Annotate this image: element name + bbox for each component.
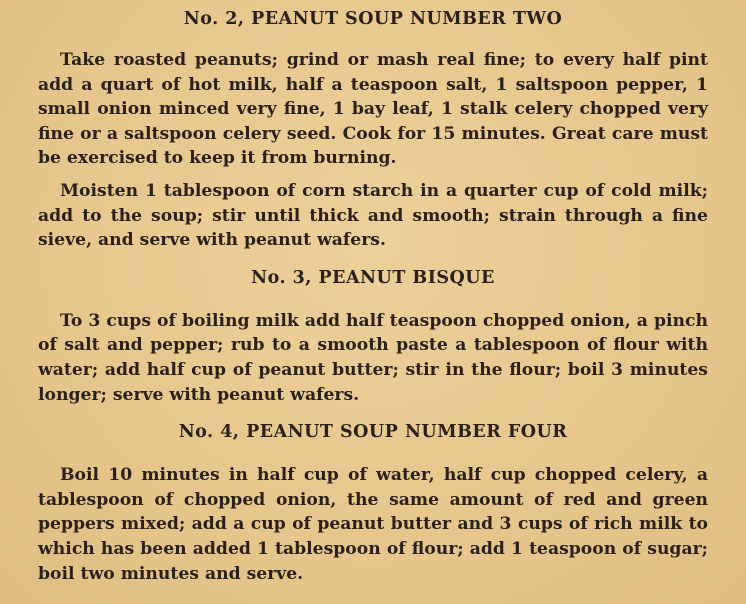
recipe-paragraph: Take roasted peanuts; grind or mash real fine; to every half pint add a quart of hot milk, half a teaspoon salt, 1 saltspoon pepper, 1 small onion minced very fine, 1 bay leaf, 1 stalk celery chopped very fine or a saltspoon celery seed. Cook for 15 minutes. Great care must be exercised to keep it from burning. xyxy=(38,50,708,169)
recipe-title-peanut-soup-two: No. 2, PEANUT SOUP NUMBER TWO xyxy=(183,9,563,29)
recipe-title-peanut-bisque: No. 3, PEANUT BISQUE xyxy=(251,267,495,288)
recipe-paragraph: Boil 10 minutes in half cup of water, half cup chopped celery, a tablespoon of chopped onion, the same amount of red and green peppers mixed; add a cup of peanut butter and 3 cups of rich milk to which has been added 1 tablespoon of flour; add 1 teaspoon of sugar; boil two minutes and serve. xyxy=(38,465,708,584)
recipe-paragraph: Moisten 1 tablespoon of corn starch in a quarter cup of cold milk; add to the soup; stir until thick and smooth; strain through a fine sieve, and serve with peanut wafers. xyxy=(38,180,708,251)
recipe-title-peanut-soup-four: No. 4, PEANUT SOUP NUMBER FOUR xyxy=(178,422,568,443)
recipe-paragraph: To 3 cups of boiling milk add half teaspoon chopped onion, a pinch of salt and pepper; rub to a smooth paste a tablespoon of flour with water; add half cup of peanut butter; stir in the flour; boil 3 minutes longer; serve with peanut wafers. xyxy=(38,310,708,405)
